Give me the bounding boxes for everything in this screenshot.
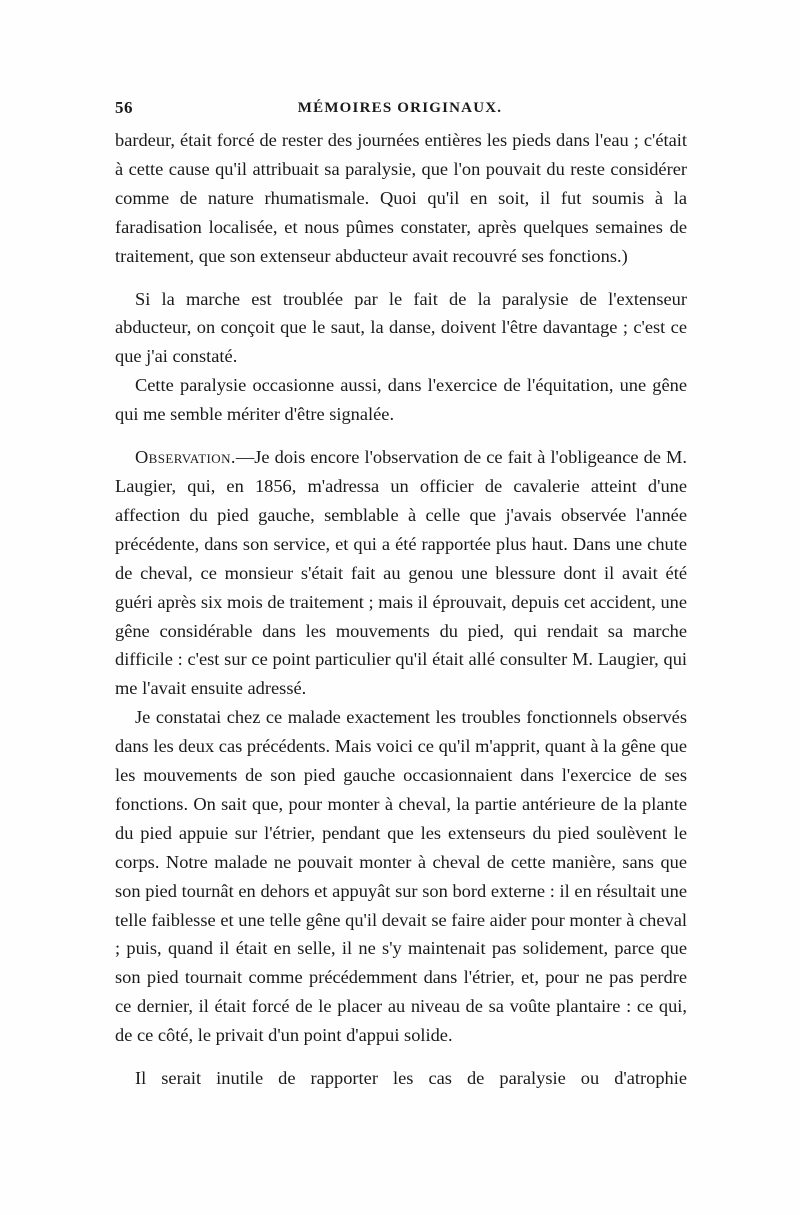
paragraph-malade: Je constatai chez ce malade exactement les troubles fonctionnels observés dans les deux cas précédents. Mais voici ce qu'il m'apprit, quant à la gêne que les mouvements de son pied gauche occasionnaient dans l'exercice de ses fonctions. On sait que, pour monter à cheval, la partie antérieure de la plante du pied appuie sur l'étrier, pendant que les extenseurs du pied soulèvent le corps. Notre malade ne pouvait monter à cheval de cette manière, sans que son pied tournât en dehors et appuyât sur son bord externe : il en résultait une telle faiblesse et une telle gêne qu'il devait se faire aider pour monter à cheval ; puis, quand il était en selle, il ne s'y maintenait pas solidement, parce que son pied tournait comme précédemment dans l'étrier, et, pour ne pas perdre ce dernier, il était forcé de le placer au niveau de sa voûte plantaire : ce qui, de ce côté, le privait d'un point d'appui solide.	[115, 707, 687, 1046]
paragraph-marche: Si la marche est troublée par le fait de la paralysie de l'extenseur abducteur, on conçoit que le saut, la danse, doivent l'être davantage ; c'est ce que j'ai constaté.	[115, 288, 687, 367]
paragraph-equitation: Cette paralysie occasionne aussi, dans l'exercice de l'équitation, une gêne qui me semble mériter d'être signalée.	[115, 375, 687, 425]
body-text	[115, 126, 687, 1093]
paragraph-final: Il serait inutile de rapporter les cas de paralysie ou d'atrophie	[135, 1068, 687, 1089]
observation-text: —Je dois encore l'observation de ce fait à l'obligeance de M. Laugier, qui, en 1856, m'adressa un officier de cavalerie atteint d'une affection du pied gauche, semblable à celle que j'avais observée l'année précédente, dans son service, et qui a été rapportée plus haut. Dans une chute de cheval, ce monsieur s'était fait au genou une blessure dont il avait été guéri après six mois de traitement ; mais il éprouvait, depuis cet accident, une gêne considérable dans les mouvements du pied, qui rendait sa marche difficile : c'est sur ce point particulier qu'il était allé consulter M. Laugier, qui me l'avait ensuite adressé.	[115, 447, 687, 699]
running-head	[115, 98, 685, 122]
observation-label: Observation.	[135, 447, 236, 468]
page-number: 56	[115, 98, 133, 117]
paragraph-continuation: bardeur, était forcé de rester des journées entières les pieds dans l'eau ; c'était à cette cause qu'il attribuait sa paralysie, que l'on pouvait du reste considérer comme de nature rhumatismale. Quoi qu'il en soit, il fut soumis à la faradisation localisée, et nous pûmes constater, après quelques semaines de traitement, que son extenseur abducteur avait recouvré ses fonctions.)	[115, 130, 687, 266]
running-title: MÉMOIRES ORIGINAUX.	[297, 100, 503, 116]
paragraph-observation	[115, 443, 687, 703]
